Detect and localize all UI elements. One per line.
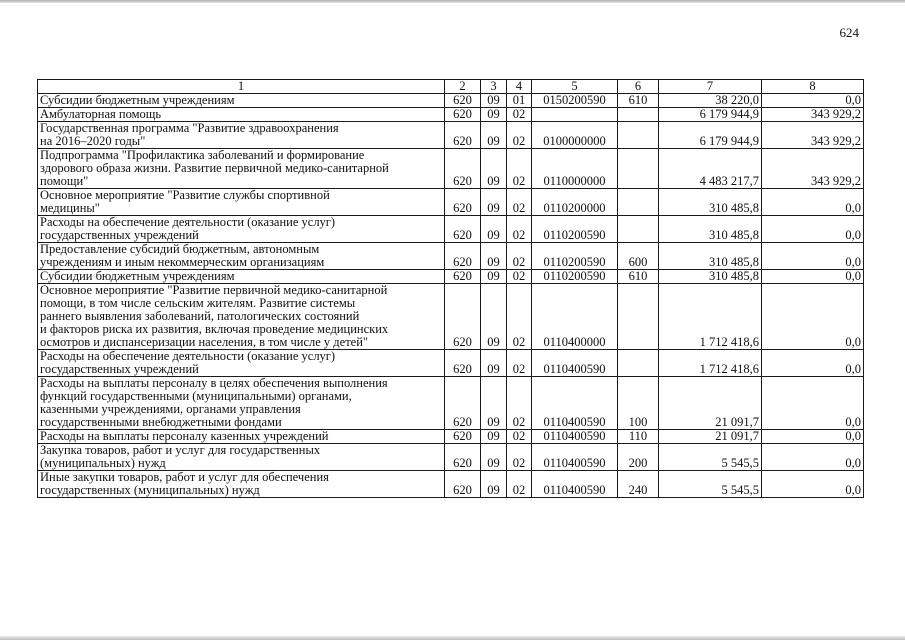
row-section-cell: 09 [481, 284, 507, 350]
row-target-item-cell [532, 108, 618, 122]
table-row [38, 108, 864, 122]
table-row [38, 189, 864, 216]
row-expense-type-cell [618, 189, 659, 216]
row-target-item-cell: 0110200590 [532, 243, 618, 270]
row-amount-cell: 38 220,0 [659, 94, 762, 108]
row-subvention-cell: 0,0 [762, 284, 864, 350]
row-code-cell: 620 [445, 108, 481, 122]
row-subsection-cell: 02 [507, 471, 532, 498]
table-row [38, 94, 864, 108]
table-row [38, 471, 864, 498]
row-name-cell: Закупка товаров, работ и услуг для государственных (муниципальных) нужд [38, 444, 445, 471]
row-subsection-cell: 02 [507, 284, 532, 350]
row-expense-type-cell [618, 350, 659, 377]
row-name-cell: Субсидии бюджетным учреждениям [38, 94, 445, 108]
table-row [38, 216, 864, 243]
row-target-item-cell: 0110400590 [532, 377, 618, 430]
row-target-item-cell: 0110200590 [532, 216, 618, 243]
row-name-cell: Субсидии бюджетным учреждениям [38, 270, 445, 284]
row-expense-type-cell: 240 [618, 471, 659, 498]
row-subvention-cell: 0,0 [762, 350, 864, 377]
row-name-cell: Предоставление субсидий бюджетным, автономным учреждениям и иным некоммерческим организациям [38, 243, 445, 270]
row-code-cell: 620 [445, 377, 481, 430]
row-target-item-cell: 0110200590 [532, 270, 618, 284]
row-code-cell: 620 [445, 471, 481, 498]
row-name-cell: Амбулаторная помощь [38, 108, 445, 122]
row-subvention-cell: 0,0 [762, 270, 864, 284]
budget-table [37, 79, 864, 498]
row-subsection-cell: 02 [507, 149, 532, 189]
row-subsection-cell: 02 [507, 189, 532, 216]
scan-edge-top [0, 0, 905, 3]
row-subsection-cell: 01 [507, 94, 532, 108]
row-target-item-cell: 0110000000 [532, 149, 618, 189]
row-name-cell: Расходы на обеспечение деятельности (оказание услуг) государственных учреждений [38, 350, 445, 377]
row-amount-cell: 21 091,7 [659, 430, 762, 444]
row-code-cell: 620 [445, 284, 481, 350]
row-subsection-cell: 02 [507, 430, 532, 444]
row-subvention-cell: 0,0 [762, 94, 864, 108]
row-code-cell: 620 [445, 444, 481, 471]
table-row [38, 243, 864, 270]
table-row [38, 149, 864, 189]
row-code-cell: 620 [445, 270, 481, 284]
row-subsection-cell: 02 [507, 108, 532, 122]
table-row [38, 350, 864, 377]
row-name-cell: Расходы на выплаты персоналу в целях обеспечения выполнения функций государственными (муниципальными) органами, казенными учреждениями, органами управления государственными внебюджетными фондами [38, 377, 445, 430]
header-cell: 8 [762, 80, 864, 94]
row-name-cell: Расходы на обеспечение деятельности (оказание услуг) государственных учреждений [38, 216, 445, 243]
header-cell: 2 [445, 80, 481, 94]
row-subvention-cell: 0,0 [762, 430, 864, 444]
row-section-cell: 09 [481, 377, 507, 430]
row-subvention-cell: 0,0 [762, 471, 864, 498]
row-amount-cell: 310 485,8 [659, 243, 762, 270]
row-section-cell: 09 [481, 122, 507, 149]
table-row [38, 430, 864, 444]
row-target-item-cell: 0110400000 [532, 284, 618, 350]
row-code-cell: 620 [445, 216, 481, 243]
row-target-item-cell: 0150200590 [532, 94, 618, 108]
row-target-item-cell: 0110400590 [532, 444, 618, 471]
scan-edge-bottom [0, 636, 905, 640]
row-name-cell: Подпрограмма "Профилактика заболеваний и формирование здорового образа жизни. Развитие первичной медико-санитарной помощи" [38, 149, 445, 189]
row-subvention-cell: 0,0 [762, 216, 864, 243]
header-row [38, 80, 864, 94]
row-amount-cell: 6 179 944,9 [659, 122, 762, 149]
row-amount-cell: 310 485,8 [659, 189, 762, 216]
row-code-cell: 620 [445, 430, 481, 444]
header-cell: 1 [38, 80, 445, 94]
row-code-cell: 620 [445, 350, 481, 377]
row-name-cell: Иные закупки товаров, работ и услуг для обеспечения государственных (муниципальных) нужд [38, 471, 445, 498]
row-subvention-cell: 343 929,2 [762, 149, 864, 189]
header-cell: 7 [659, 80, 762, 94]
row-subsection-cell: 02 [507, 122, 532, 149]
header-cell: 4 [507, 80, 532, 94]
row-subvention-cell: 0,0 [762, 444, 864, 471]
row-amount-cell: 1 712 418,6 [659, 284, 762, 350]
row-amount-cell: 21 091,7 [659, 377, 762, 430]
row-section-cell: 09 [481, 189, 507, 216]
row-section-cell: 09 [481, 108, 507, 122]
row-subvention-cell: 0,0 [762, 189, 864, 216]
row-code-cell: 620 [445, 189, 481, 216]
row-target-item-cell: 0100000000 [532, 122, 618, 149]
row-section-cell: 09 [481, 149, 507, 189]
row-code-cell: 620 [445, 122, 481, 149]
row-name-cell: Основное мероприятие "Развитие службы спортивной медицины" [38, 189, 445, 216]
row-section-cell: 09 [481, 243, 507, 270]
table-row [38, 284, 864, 350]
row-expense-type-cell: 610 [618, 270, 659, 284]
row-target-item-cell: 0110200000 [532, 189, 618, 216]
row-expense-type-cell: 100 [618, 377, 659, 430]
row-subvention-cell: 343 929,2 [762, 122, 864, 149]
table-row [38, 270, 864, 284]
row-expense-type-cell [618, 108, 659, 122]
row-subsection-cell: 02 [507, 270, 532, 284]
header-cell: 6 [618, 80, 659, 94]
row-code-cell: 620 [445, 149, 481, 189]
row-expense-type-cell: 200 [618, 444, 659, 471]
row-amount-cell: 1 712 418,6 [659, 350, 762, 377]
row-section-cell: 09 [481, 94, 507, 108]
header-cell: 5 [532, 80, 618, 94]
row-section-cell: 09 [481, 471, 507, 498]
row-amount-cell: 6 179 944,9 [659, 108, 762, 122]
row-code-cell: 620 [445, 243, 481, 270]
table-row [38, 122, 864, 149]
row-expense-type-cell: 610 [618, 94, 659, 108]
row-subsection-cell: 02 [507, 350, 532, 377]
header-cell: 3 [481, 80, 507, 94]
row-target-item-cell: 0110400590 [532, 471, 618, 498]
row-name-cell: Основное мероприятие "Развитие первичной медико-санитарной помощи, в том числе сельским жителям. Развитие системы раннего выявления заболеваний, патологических состояний и факторов риска их развития, включая проведение медицинских осмотров и диспансеризации населения, в том числе у детей" [38, 284, 445, 350]
row-subsection-cell: 02 [507, 243, 532, 270]
row-subvention-cell: 343 929,2 [762, 108, 864, 122]
row-target-item-cell: 0110400590 [532, 350, 618, 377]
row-expense-type-cell: 600 [618, 243, 659, 270]
row-amount-cell: 310 485,8 [659, 216, 762, 243]
row-expense-type-cell [618, 284, 659, 350]
row-section-cell: 09 [481, 350, 507, 377]
row-name-cell: Государственная программа "Развитие здравоохранения на 2016–2020 годы" [38, 122, 445, 149]
row-expense-type-cell [618, 149, 659, 189]
row-subsection-cell: 02 [507, 377, 532, 430]
row-expense-type-cell [618, 122, 659, 149]
row-name-cell: Расходы на выплаты персоналу казенных учреждений [38, 430, 445, 444]
row-amount-cell: 310 485,8 [659, 270, 762, 284]
row-subsection-cell: 02 [507, 216, 532, 243]
row-amount-cell: 5 545,5 [659, 471, 762, 498]
row-subsection-cell: 02 [507, 444, 532, 471]
row-code-cell: 620 [445, 94, 481, 108]
row-expense-type-cell: 110 [618, 430, 659, 444]
row-section-cell: 09 [481, 216, 507, 243]
table-row [38, 377, 864, 430]
row-target-item-cell: 0110400590 [532, 430, 618, 444]
row-section-cell: 09 [481, 430, 507, 444]
row-section-cell: 09 [481, 444, 507, 471]
table-row [38, 444, 864, 471]
row-amount-cell: 5 545,5 [659, 444, 762, 471]
row-section-cell: 09 [481, 270, 507, 284]
row-subvention-cell: 0,0 [762, 243, 864, 270]
row-subvention-cell: 0,0 [762, 377, 864, 430]
row-expense-type-cell [618, 216, 659, 243]
page-number: 624 [839, 25, 859, 40]
row-amount-cell: 4 483 217,7 [659, 149, 762, 189]
